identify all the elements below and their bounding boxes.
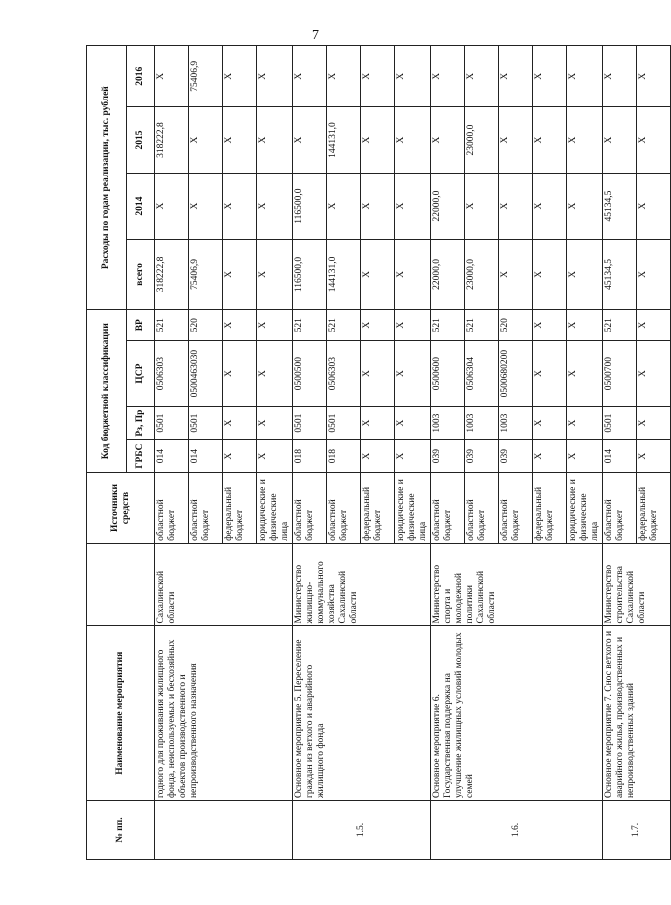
year-2014-cell: Х	[637, 173, 671, 239]
funding-source: областной бюджет	[499, 473, 533, 544]
executor-name: Министерство спорта и молодежной политики Сахалинской области	[431, 543, 603, 626]
rzpr-cell: Х	[567, 407, 603, 440]
csr-cell: 0500600	[431, 341, 465, 407]
year-2015-cell: Х	[603, 107, 637, 173]
vr-cell: Х	[637, 310, 671, 341]
row-number: 1.5.	[293, 801, 431, 860]
grbs-cell: 018	[293, 440, 327, 473]
grbs-cell: 014	[189, 440, 223, 473]
year-2014-cell: 116500,0	[293, 173, 327, 239]
rzpr-cell: 0501	[155, 407, 189, 440]
executor-name: Сахалинской области	[155, 543, 293, 626]
vr-cell: 520	[499, 310, 533, 341]
csr-cell: 0506303	[155, 341, 189, 407]
rzpr-cell: 0501	[603, 407, 637, 440]
rzpr-cell: 1003	[431, 407, 465, 440]
funding-source: юридические и физические лица	[257, 473, 293, 544]
csr-cell: 0506304	[465, 341, 499, 407]
grbs-cell: Х	[533, 440, 567, 473]
vr-cell: Х	[395, 310, 431, 341]
activity-name: Основное мероприятие 5. Переселение граждан из ветхого и аварийного жилищного фонда	[293, 626, 431, 801]
year-2016-cell: Х	[155, 46, 189, 108]
activity-name: годного для проживания жилищного фонда, неиспользуемых и бесхозяйных объектов производственного и непроизводственного назначения	[155, 626, 293, 801]
year-2014-cell: Х	[361, 173, 395, 239]
year-2015-cell: Х	[293, 107, 327, 173]
csr-cell: Х	[257, 341, 293, 407]
rzpr-cell: Х	[361, 407, 395, 440]
year-2014-cell: Х	[223, 173, 257, 239]
page-number: 7	[312, 28, 319, 43]
total-cell: Х	[567, 239, 603, 310]
total-cell: Х	[223, 239, 257, 310]
year-2016-cell: Х	[465, 46, 499, 108]
header-2014: 2014	[127, 173, 155, 239]
vr-cell: Х	[223, 310, 257, 341]
grbs-cell: Х	[223, 440, 257, 473]
header-source: Источники средств	[87, 473, 155, 544]
total-cell: 144131,0	[327, 239, 361, 310]
vr-cell: Х	[567, 310, 603, 341]
year-2015-cell: Х	[257, 107, 293, 173]
year-2015-cell: Х	[189, 107, 223, 173]
grbs-cell: 018	[327, 440, 361, 473]
year-2014-cell: Х	[155, 173, 189, 239]
year-2014-cell: Х	[189, 173, 223, 239]
grbs-cell: Х	[361, 440, 395, 473]
vr-cell: Х	[533, 310, 567, 341]
year-2016-cell: Х	[257, 46, 293, 108]
grbs-cell: 014	[603, 440, 637, 473]
year-2014-cell: 45134,5	[603, 173, 637, 239]
rzpr-cell: 0501	[327, 407, 361, 440]
total-cell: Х	[395, 239, 431, 310]
grbs-cell: Х	[567, 440, 603, 473]
funding-source: юридические и физические лица	[395, 473, 431, 544]
year-2016-cell: Х	[361, 46, 395, 108]
rzpr-cell: Х	[533, 407, 567, 440]
funding-source: областной бюджет	[327, 473, 361, 544]
year-2016-cell: 75406,9	[189, 46, 223, 108]
header-expenses-group: Расходы по годам реализации, тыс. рублей	[87, 46, 127, 310]
header-total: всего	[127, 239, 155, 310]
grbs-cell: 039	[465, 440, 499, 473]
vr-cell: 521	[465, 310, 499, 341]
vr-cell: 520	[189, 310, 223, 341]
rzpr-cell: 0501	[293, 407, 327, 440]
total-cell: Х	[637, 239, 671, 310]
table-row	[155, 46, 189, 860]
year-2014-cell: Х	[499, 173, 533, 239]
funding-source: федеральный бюджет	[361, 473, 395, 544]
funding-source: областной бюджет	[431, 473, 465, 544]
funding-source: юридические и физические лица	[567, 473, 603, 544]
funding-source: федеральный бюджет	[223, 473, 257, 544]
year-2014-cell: Х	[465, 173, 499, 239]
year-2015-cell: Х	[223, 107, 257, 173]
vr-cell: 521	[293, 310, 327, 341]
rzpr-cell: Х	[223, 407, 257, 440]
header-rzpr: Рз, Пр	[127, 407, 155, 440]
header-2015: 2015	[127, 107, 155, 173]
funding-source: областной бюджет	[293, 473, 327, 544]
rzpr-cell: 1003	[465, 407, 499, 440]
year-2016-cell: Х	[637, 46, 671, 108]
rzpr-cell: Х	[395, 407, 431, 440]
total-cell: Х	[533, 239, 567, 310]
funding-source: областной бюджет	[465, 473, 499, 544]
funding-source: областной бюджет	[189, 473, 223, 544]
table-body	[155, 46, 671, 860]
grbs-cell: Х	[637, 440, 671, 473]
grbs-cell: 014	[155, 440, 189, 473]
year-2014-cell: Х	[395, 173, 431, 239]
vr-cell: Х	[361, 310, 395, 341]
year-2015-cell: Х	[431, 107, 465, 173]
csr-cell: 0500700	[603, 341, 637, 407]
year-2014-cell: Х	[567, 173, 603, 239]
csr-cell: 0500500	[293, 341, 327, 407]
year-2015-cell: Х	[637, 107, 671, 173]
total-cell: 116500,0	[293, 239, 327, 310]
year-2014-cell: Х	[257, 173, 293, 239]
funding-source: федеральный бюджет	[637, 473, 671, 544]
csr-cell: 0506303	[327, 341, 361, 407]
year-2016-cell: Х	[327, 46, 361, 108]
year-2016-cell: Х	[499, 46, 533, 108]
header-executor	[87, 543, 155, 626]
header-name: Наименование мероприятия	[87, 626, 155, 801]
year-2016-cell: Х	[431, 46, 465, 108]
activity-name: Основное мероприятие 7. Снос ветхого и аварийного жилья, производственных и непроизводственных зданий	[603, 626, 671, 801]
vr-cell: 521	[327, 310, 361, 341]
grbs-cell: Х	[257, 440, 293, 473]
table-row	[603, 46, 637, 860]
row-number	[155, 801, 293, 860]
rotated-table-wrapper	[86, 45, 659, 860]
year-2014-cell: Х	[327, 173, 361, 239]
csr-cell: Х	[533, 341, 567, 407]
grbs-cell: Х	[395, 440, 431, 473]
total-cell: Х	[499, 239, 533, 310]
total-cell: Х	[257, 239, 293, 310]
executor-name: Министерство жилищно-коммунального хозяйства Сахалинской области	[293, 543, 431, 626]
csr-cell: Х	[361, 341, 395, 407]
table-row	[431, 46, 465, 860]
total-cell: 75406,9	[189, 239, 223, 310]
year-2015-cell: Х	[567, 107, 603, 173]
vr-cell: Х	[257, 310, 293, 341]
header-grbs: ГРБС	[127, 440, 155, 473]
header-code-group: Код бюджетной классификации	[87, 310, 127, 473]
table-header	[87, 46, 155, 860]
vr-cell: 521	[431, 310, 465, 341]
rzpr-cell: 1003	[499, 407, 533, 440]
csr-cell: Х	[223, 341, 257, 407]
grbs-cell: 039	[499, 440, 533, 473]
row-number: 1.6.	[431, 801, 603, 860]
table-row	[293, 46, 327, 860]
row-number: 1.7.	[603, 801, 671, 860]
csr-cell: 0500463030	[189, 341, 223, 407]
year-2016-cell: Х	[603, 46, 637, 108]
header-2016: 2016	[127, 46, 155, 108]
year-2016-cell: Х	[223, 46, 257, 108]
total-cell: 318222,8	[155, 239, 189, 310]
header-num: № пп.	[87, 801, 155, 860]
budget-table	[86, 45, 671, 860]
header-csr: ЦСР	[127, 341, 155, 407]
vr-cell: 521	[155, 310, 189, 341]
funding-source: областной бюджет	[155, 473, 189, 544]
total-cell: 23000,0	[465, 239, 499, 310]
rzpr-cell: Х	[257, 407, 293, 440]
rzpr-cell: 0501	[189, 407, 223, 440]
year-2016-cell: Х	[395, 46, 431, 108]
rzpr-cell: Х	[637, 407, 671, 440]
year-2015-cell: Х	[395, 107, 431, 173]
year-2016-cell: Х	[293, 46, 327, 108]
year-2014-cell: 22000,0	[431, 173, 465, 239]
vr-cell: 521	[603, 310, 637, 341]
year-2014-cell: Х	[533, 173, 567, 239]
year-2016-cell: Х	[567, 46, 603, 108]
year-2015-cell: 318222,8	[155, 107, 189, 173]
csr-cell: Х	[567, 341, 603, 407]
total-cell: 45134,5	[603, 239, 637, 310]
funding-source: областной бюджет	[603, 473, 637, 544]
year-2015-cell: Х	[533, 107, 567, 173]
csr-cell: 0500680200	[499, 341, 533, 407]
year-2015-cell: 144131,0	[327, 107, 361, 173]
year-2016-cell: Х	[533, 46, 567, 108]
activity-name: Основное мероприятие 6. Государственная поддержка на улучшение жилищных условий молодых семей	[431, 626, 603, 801]
header-vr: ВР	[127, 310, 155, 341]
grbs-cell: 039	[431, 440, 465, 473]
year-2015-cell: 23000,0	[465, 107, 499, 173]
total-cell: 22000,0	[431, 239, 465, 310]
executor-name: Министерство строительства Сахалинской области	[603, 543, 671, 626]
total-cell: Х	[361, 239, 395, 310]
year-2015-cell: Х	[361, 107, 395, 173]
year-2015-cell: Х	[499, 107, 533, 173]
funding-source: федеральный бюджет	[533, 473, 567, 544]
csr-cell: Х	[637, 341, 671, 407]
csr-cell: Х	[395, 341, 431, 407]
